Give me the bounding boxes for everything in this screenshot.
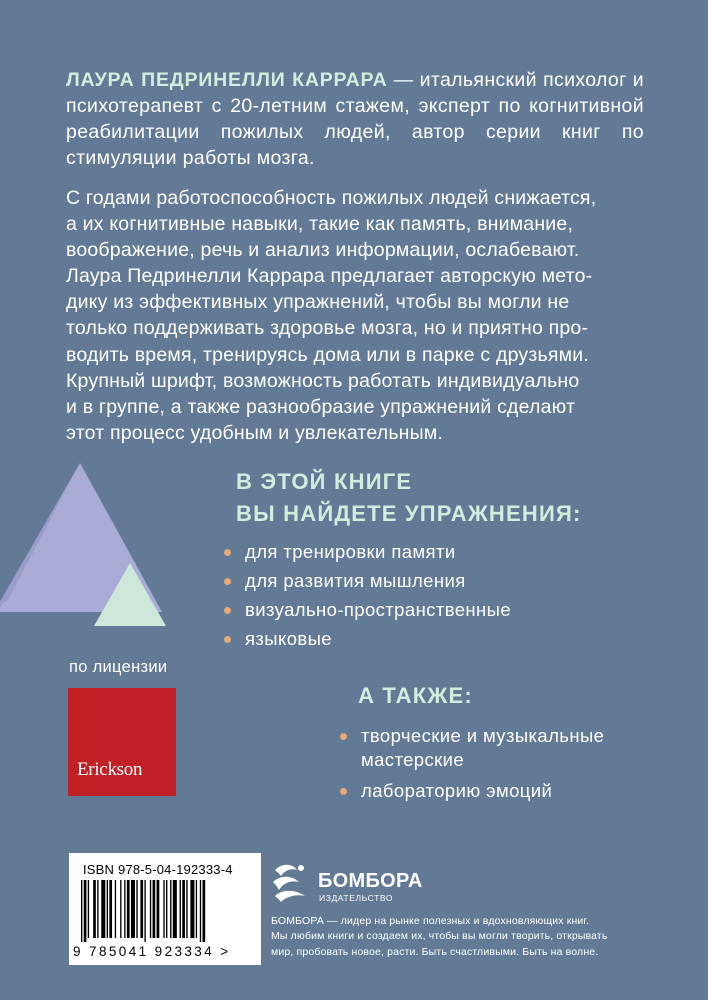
exercises-heading — [236, 466, 582, 530]
barcode-bar — [203, 880, 206, 942]
barcode-bar — [140, 880, 143, 938]
barcode-bar — [182, 880, 185, 938]
barcode-bar — [107, 880, 108, 938]
barcode — [69, 853, 261, 965]
description-line: Крупный шрифт, возможность работать индивидуально — [66, 369, 580, 392]
erickson-logo — [68, 688, 176, 796]
description-line: Лаура Педринелли Каррара предлагает авторскую мето- — [66, 265, 593, 288]
also-heading: А ТАКЖЕ: — [358, 683, 473, 708]
description-line: только поддерживать здоровье мозга, но и приятно про- — [66, 317, 589, 340]
also-list — [337, 724, 604, 803]
publisher-description — [271, 914, 651, 960]
list-item: языковые — [221, 627, 511, 651]
list-item: лабораторию эмоций — [337, 779, 604, 803]
barcode-bar — [170, 880, 171, 938]
exercises-list — [221, 540, 511, 651]
barcode-digits: 9 785041 923334 > — [73, 944, 231, 959]
exercises-heading-line1: В ЭТОЙ КНИГЕ — [236, 469, 413, 494]
barcode-bar — [81, 880, 82, 942]
license-label: по лицензии — [69, 658, 168, 676]
isbn-text: ISBN 978-5-04-192333-4 — [83, 862, 233, 877]
list-item: визуально-пространственные — [221, 598, 511, 622]
barcode-bar — [97, 880, 98, 938]
barcode-bar — [200, 880, 201, 942]
bombora-wave-icon — [271, 860, 313, 904]
bullet-icon — [224, 636, 231, 643]
list-item-continuation: мастерские — [361, 749, 465, 770]
description-line: С годами работоспособность пожилых людей снижается, — [66, 187, 597, 209]
barcode-bar — [131, 880, 135, 938]
list-item: для тренировки памяти — [221, 540, 511, 564]
description-line: и в группе, а также разнообразие упражнений сделают — [66, 395, 576, 418]
barcode-bar — [109, 880, 112, 938]
author-name: ЛАУРА ПЕДРИНЕЛЛИ КАРРАРА — [66, 69, 388, 91]
barcode-bar — [166, 880, 167, 938]
barcode-bars — [81, 880, 251, 942]
bullet-icon — [340, 788, 347, 795]
barcode-bar — [93, 880, 96, 938]
publisher-subtitle: ИЗДАТЕЛЬСТВО — [319, 893, 394, 903]
description-line: а их когнитивные навыки, такие как память, внимание, — [66, 213, 574, 236]
erickson-logo-text: Erickson — [77, 759, 143, 780]
list-item: для развития мышления — [221, 569, 511, 593]
barcode-bar — [163, 880, 164, 938]
publisher-text-line: БОМБОРА — лидер на рынке полезных и вдохновляющих книг. — [271, 915, 590, 927]
barcode-bar — [136, 880, 137, 938]
list-item: творческие и музыкальные — [337, 724, 604, 748]
barcode-bar — [180, 880, 181, 938]
barcode-bar — [120, 880, 121, 938]
barcode-bar — [153, 880, 156, 938]
barcode-bar — [190, 880, 194, 938]
barcode-bar — [196, 880, 197, 938]
description-line: дику из эффективных упражнений, чтобы вы могли не — [66, 291, 570, 314]
barcode-bar — [127, 880, 130, 938]
bullet-icon — [224, 578, 231, 585]
barcode-bar — [84, 880, 87, 942]
publisher-text-line: мир, пробовать новое, расти. Быть счастливыми. Быть на волне. — [271, 945, 599, 958]
barcode-bar — [157, 880, 160, 938]
barcode-bar — [150, 880, 151, 938]
description-line: этот процесс удобным и увлекательным. — [66, 421, 444, 444]
barcode-bar — [124, 880, 125, 938]
barcode-bar — [101, 880, 105, 938]
exercises-heading-line2: ВЫ НАЙДЕТЕ УПРАЖНЕНИЯ: — [236, 501, 582, 526]
barcode-bar — [173, 880, 177, 938]
publisher-name: БОМБОРА — [318, 870, 423, 892]
description-line: воображение, речь и анализ информации, ослабевают. — [66, 239, 580, 262]
author-bio-text: — итальянский психолог и психотерапевт с 20-летним стажем, эксперт по когнитивной реабилитации пожилых людей, автор серии книг по стимуляции работы мозга. — [66, 69, 644, 169]
barcode-bar — [144, 880, 145, 942]
description-line: водить время, тренируясь дома или в парке с друзьями. — [66, 343, 589, 366]
bullet-icon — [224, 607, 231, 614]
bullet-icon — [224, 549, 231, 556]
bullet-icon — [340, 733, 347, 740]
barcode-bar — [186, 880, 187, 938]
publisher-text-line: Мы любим книги и создаем их, чтобы вы могли творить, открывать — [271, 930, 608, 943]
barcode-bar — [88, 880, 89, 938]
barcode-bar — [115, 880, 116, 938]
